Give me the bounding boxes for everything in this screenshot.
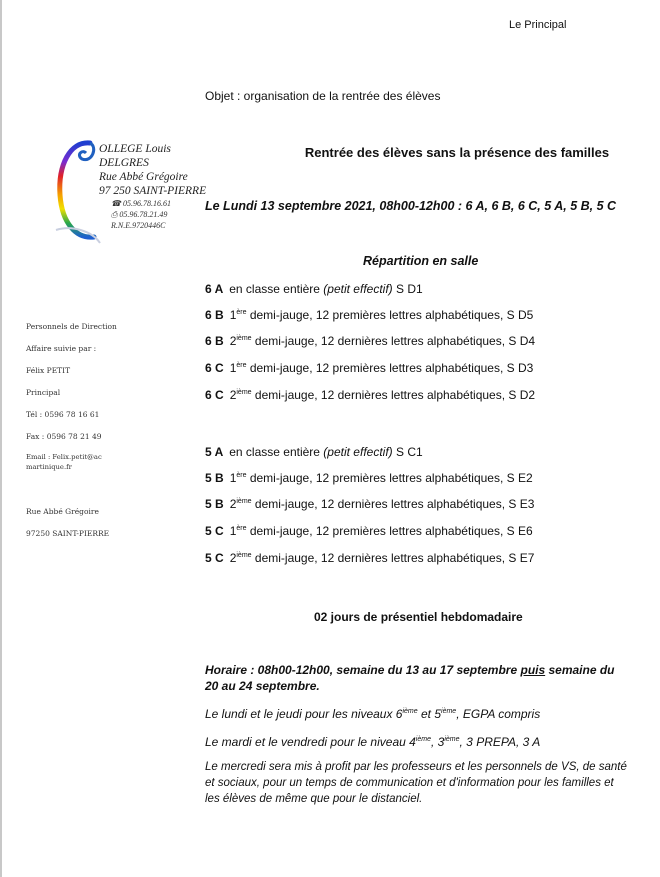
class-row: [205, 334, 535, 348]
presentiel-title: 02 jours de présentiel hebdomadaire: [314, 610, 523, 624]
fax-icon: ⎙: [111, 210, 118, 219]
class-row: [205, 471, 533, 485]
class-code: 6 B: [205, 308, 224, 322]
subject-line: Objet : organisation de la rentrée des élèves: [205, 89, 441, 103]
class-sup: ième: [236, 498, 252, 505]
class-pre: en classe entière: [229, 445, 324, 459]
class-detail: demi-jauge, 12 dernières lettres alphabétiques, S E7: [251, 551, 535, 565]
class-sup: ère: [236, 362, 247, 369]
class-pre: 1: [229, 361, 237, 375]
class-pre: 2: [229, 334, 237, 348]
class-sup: ère: [236, 472, 247, 479]
class-detail: demi-jauge, 12 premières lettres alphabétiques, S D5: [246, 308, 534, 322]
sidebar-email[interactable]: Email : Felix.petit@ac: [26, 453, 102, 461]
class-code: 5 A: [205, 445, 224, 459]
phone-icon: ☎: [111, 199, 121, 208]
mardi-sup2: ième: [444, 736, 460, 743]
sidebar-email-domain[interactable]: martinique.fr: [26, 463, 72, 471]
class-code: 5 B: [205, 497, 224, 511]
class-code: 5 C: [205, 524, 224, 538]
sidebar-role: Principal: [26, 388, 61, 397]
logo-school-name: OLLEGE Louis DELGRES: [99, 143, 171, 169]
mardi-c: , 3 PREPA, 3 A: [459, 735, 541, 749]
lundi-c: , EGPA compris: [456, 707, 541, 721]
logo-phone: 05.96.78.16.61: [122, 199, 171, 208]
sidebar-phone: Tél : 0596 78 16 61: [26, 410, 100, 419]
logo-city: 97 250 SAINT-PIERRE: [99, 185, 207, 197]
class-detail: demi-jauge, 12 dernières lettres alphabétiques, S D2: [251, 388, 536, 402]
class-code: 5 C: [205, 551, 224, 565]
horaire-text-1: Horaire : 08h00-12h00, semaine du 13 au 17 septembre: [205, 663, 521, 677]
class-pre: en classe entière: [229, 282, 324, 296]
class-row: [205, 551, 534, 565]
class-sup: ième: [236, 335, 252, 342]
class-detail: demi-jauge, 12 premières lettres alphabétiques, S E6: [246, 524, 533, 538]
class-note: (petit effectif): [323, 445, 393, 459]
class-pre: 2: [229, 497, 237, 511]
lundi-paragraph: [205, 707, 540, 721]
class-pre: 1: [229, 471, 237, 485]
class-sup: ième: [236, 552, 252, 559]
class-row: [205, 497, 534, 511]
page-title-text: Rentrée des élèves sans la présence des familles: [304, 145, 610, 160]
sidebar-fax: Fax : 0596 78 21 49: [26, 432, 102, 441]
class-row: [205, 524, 533, 538]
class-row: [205, 282, 423, 296]
mardi-b: , 3: [430, 735, 445, 749]
class-row: [205, 361, 533, 375]
class-detail: S C1: [392, 445, 423, 459]
mardi-a: Le mardi et le vendredi pour le niveau 4: [205, 735, 416, 749]
logo-fax: 05.96.78.21.49: [119, 210, 168, 219]
class-sup: ère: [236, 525, 247, 532]
horaire-underlined: puis: [520, 663, 546, 677]
class-row: [205, 445, 423, 459]
lundi-sup1: ième: [402, 708, 418, 715]
class-detail: demi-jauge, 12 premières lettres alphabétiques, S D3: [246, 361, 534, 375]
class-pre: 1: [229, 308, 237, 322]
class-detail: demi-jauge, 12 premières lettres alphabétiques, S E2: [246, 471, 533, 485]
logo-street: Rue Abbé Grégoire: [99, 171, 188, 183]
class-detail: demi-jauge, 12 dernières lettres alphabétiques, S D4: [251, 334, 536, 348]
class-detail: S D1: [392, 282, 423, 296]
class-sup: ième: [236, 389, 252, 396]
class-code: 6 C: [205, 361, 224, 375]
class-pre: 2: [229, 388, 237, 402]
lundi-b: et 5: [417, 707, 442, 721]
class-detail: demi-jauge, 12 dernières lettres alphabétiques, S E3: [251, 497, 535, 511]
class-code: 5 B: [205, 471, 224, 485]
sidebar-followed-by: Affaire suivie par :: [26, 344, 97, 353]
page-title: [2, 145, 660, 160]
horaire-paragraph: [205, 662, 625, 694]
sidebar-dept: Personnels de Direction: [26, 322, 117, 331]
lundi-a: Le lundi et le jeudi pour les niveaux 6: [205, 707, 403, 721]
mardi-sup1: ième: [415, 736, 431, 743]
mardi-paragraph: [205, 735, 540, 749]
class-sup: ère: [236, 309, 247, 316]
sidebar-street: Rue Abbé Grégoire: [26, 507, 99, 516]
class-note: (petit effectif): [323, 282, 393, 296]
repartition-title: Répartition en salle: [363, 254, 479, 268]
class-code: 6 C: [205, 388, 224, 402]
recipient-label: Le Principal: [509, 19, 567, 31]
class-pre: 2: [229, 551, 237, 565]
class-code: 6 B: [205, 334, 224, 348]
lundi-sup2: ième: [441, 708, 457, 715]
class-row: [205, 308, 533, 322]
date-line: Le Lundi 13 septembre 2021, 08h00-12h00 : 6 A, 6 B, 6 C, 5 A, 5 B, 5 C: [205, 199, 617, 213]
class-code: 6 A: [205, 282, 224, 296]
sidebar-city: 97250 SAINT-PIERRE: [26, 529, 110, 538]
horaire-text-2: semaine du 20 au 24 septembre.: [205, 663, 615, 693]
mercredi-paragraph: Le mercredi sera mis à profit par les professeurs et les personnels de VS, de santé et sociaux, pour un temps de communication et d'information pour les familles et les élèves de même que pour le distanciel.: [205, 761, 627, 805]
sidebar-person: Félix PETIT: [26, 366, 71, 375]
logo-rne: R.N.E.9720446C: [111, 221, 166, 230]
class-pre: 1: [229, 524, 237, 538]
class-row: [205, 388, 535, 402]
